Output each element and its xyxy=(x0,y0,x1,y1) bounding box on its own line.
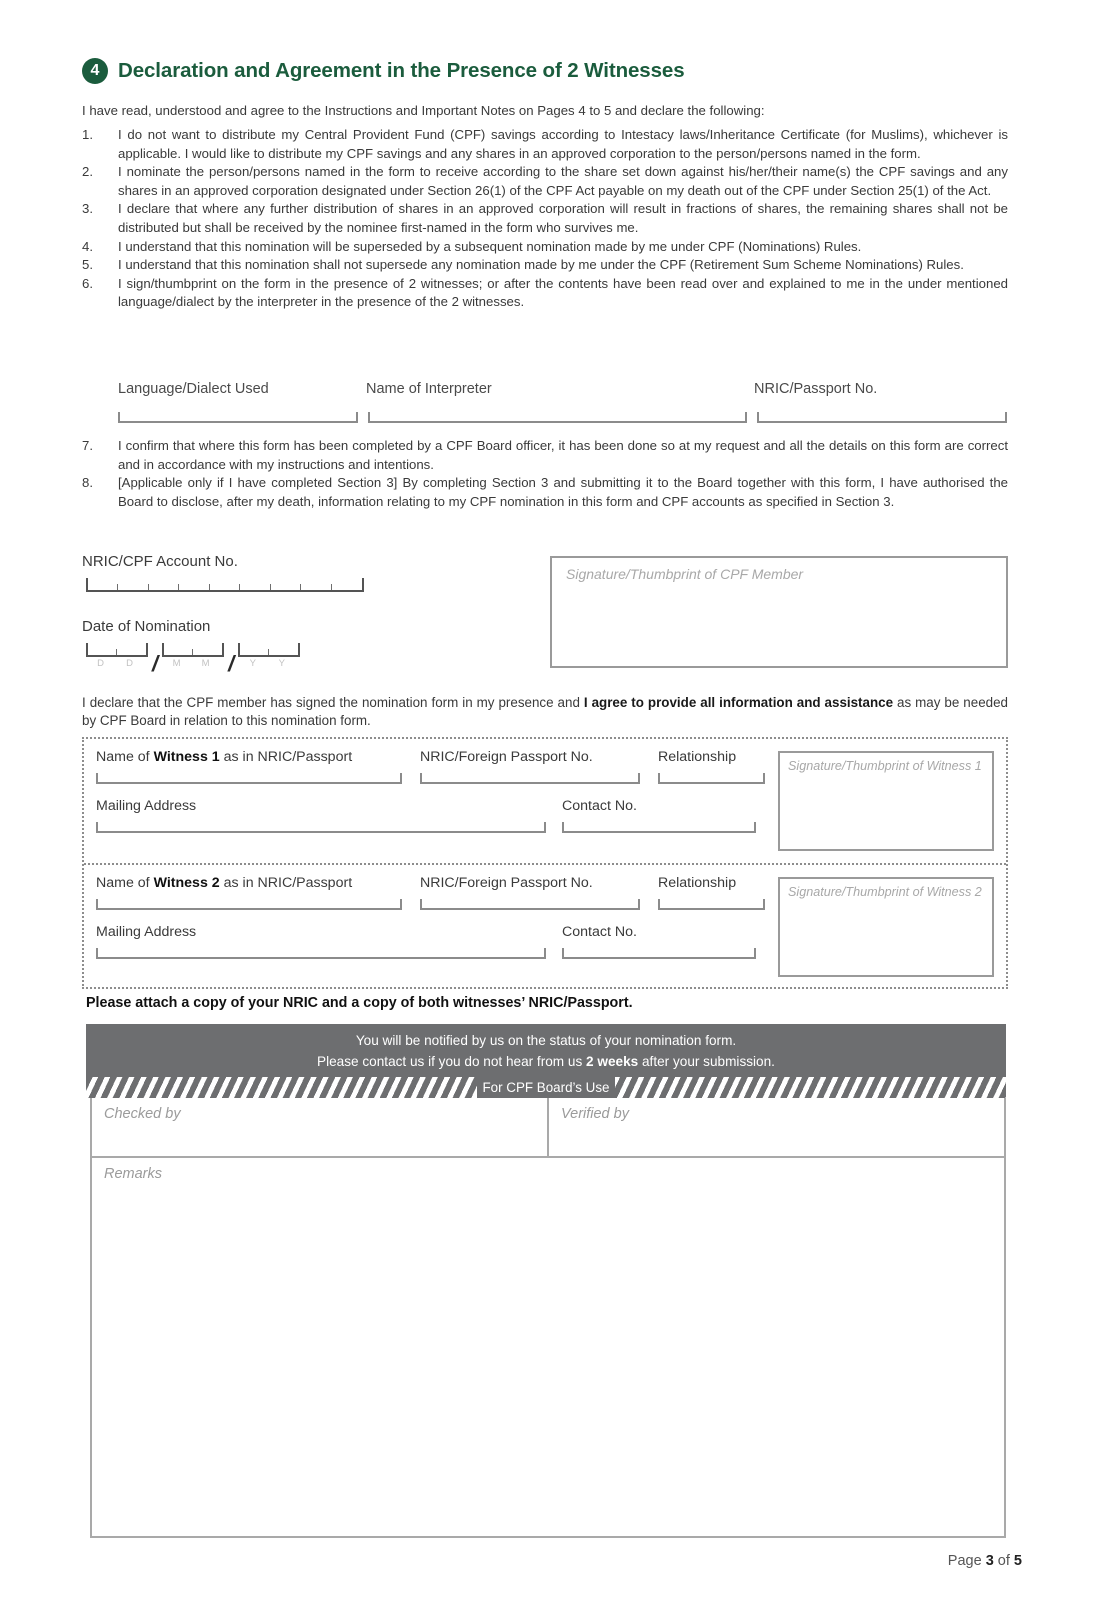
witness-2-name-field[interactable] xyxy=(96,875,410,910)
list-item-number: 7. xyxy=(82,438,93,453)
witness-1-name-label xyxy=(96,749,410,766)
witness-1-nric-label: NRIC/Foreign Passport No. xyxy=(420,749,593,765)
member-signature-placeholder: Signature/Thumbprint of CPF Member xyxy=(566,566,804,582)
date-separator-1: / xyxy=(152,651,159,676)
list-item xyxy=(82,200,1008,237)
comb-cell xyxy=(117,649,146,655)
witness-2-address-field[interactable] xyxy=(96,924,552,959)
comb-cell xyxy=(301,584,331,590)
witness-1-address-label: Mailing Address xyxy=(96,798,197,814)
list-item xyxy=(82,437,1008,474)
date-of-nomination-label: Date of Nomination xyxy=(82,618,211,635)
list-item-text: [Applicable only if I have completed Section 3] By completing Section 3 and submitting it to the Board together with this form, I have authorised the Board to disclose, after my death, information relating to my CPF nomination in this form and CPF accounts as specified in Section 3. xyxy=(118,475,1008,509)
verified-by-cell[interactable] xyxy=(547,1098,1004,1156)
list-item-number: 5. xyxy=(82,257,93,273)
witness-2-address-input[interactable] xyxy=(96,948,546,959)
remarks-label: Remarks xyxy=(104,1166,163,1182)
witness-2-contact-input[interactable] xyxy=(562,948,756,959)
comb-cell xyxy=(149,584,179,590)
witness-section xyxy=(82,737,1008,989)
witness-1-name-input[interactable] xyxy=(96,773,402,784)
witness-2-signature-placeholder: Signature/Thumbprint of Witness 2 xyxy=(788,885,982,899)
witness-2-nric-field[interactable] xyxy=(420,875,648,910)
witness-declaration-text xyxy=(82,694,1008,730)
list-item xyxy=(82,275,1008,312)
comb-cell xyxy=(179,584,209,590)
interpreter-nric-input[interactable] xyxy=(757,412,1007,423)
comb-cell xyxy=(332,584,362,590)
list-item-text: I nominate the person/persons named in the form to receive according to the share set down against his/her/their name(s) the CPF savings and any shares in an approved corporation designated under Section 26(1) of the CPF Act payable on my death out of the CPF under Section 25(1) of the Act. xyxy=(118,164,1008,198)
witness-declaration-part1: I declare that the CPF member has signed the nomination form in my presence and xyxy=(82,695,584,710)
nric-account-input[interactable] xyxy=(86,578,364,592)
comb-cell xyxy=(210,584,240,590)
comb-cell xyxy=(193,649,222,655)
date-hint: M xyxy=(201,658,210,669)
intro-text: I have read, understood and agree to the Instructions and Important Notes on Pages 4 to 5 and declare the following: xyxy=(82,103,765,118)
comb-cell xyxy=(88,584,118,590)
interpreter-name-label: Name of Interpreter xyxy=(366,381,492,397)
comb-cell xyxy=(164,649,193,655)
label-pre: Name of xyxy=(96,749,154,765)
attach-documents-note: Please attach a copy of your NRIC and a copy of both witnesses’ NRIC/Passport. xyxy=(86,995,633,1011)
list-item xyxy=(82,126,1008,163)
interpreter-nric-label: NRIC/Passport No. xyxy=(754,381,878,397)
witness-2-relationship-field[interactable] xyxy=(658,875,766,910)
member-signature-box[interactable] xyxy=(550,556,1008,668)
footer-middle: of xyxy=(993,1553,1014,1569)
verified-by-label: Verified by xyxy=(561,1106,629,1122)
label-post: as in NRIC/Passport xyxy=(219,749,353,765)
list-item-number: 4. xyxy=(82,238,93,254)
witness-1-nric-field[interactable] xyxy=(420,749,648,784)
comb-cell xyxy=(88,649,117,655)
comb-cell xyxy=(118,584,148,590)
date-hint: M xyxy=(172,658,181,669)
witness-2-relationship-input[interactable] xyxy=(658,899,765,910)
checked-by-cell[interactable] xyxy=(92,1098,547,1156)
date-day-hints xyxy=(86,658,148,669)
witness-1-signature-box[interactable] xyxy=(778,751,994,851)
language-dialect-label: Language/Dialect Used xyxy=(118,381,269,397)
official-use-banner-label: For CPF Board’s Use xyxy=(477,1077,614,1098)
notification-line-2-pre: Please contact us if you do not hear from us xyxy=(317,1054,587,1069)
footer-prefix: Page xyxy=(947,1553,986,1569)
list-item-number: 3. xyxy=(82,201,93,217)
footer-current-page: 3 xyxy=(985,1553,994,1569)
date-of-nomination-input[interactable] xyxy=(86,643,300,676)
witness-1-name-field[interactable] xyxy=(96,749,410,784)
list-item-text: I do not want to distribute my Central Provident Fund (CPF) savings according to Intestacy laws/Inheritance Certificate (for Muslims), whichever is applicable. I would like to distribute my CPF savings and any shares in an approved corporation to the person/persons named in the form. xyxy=(118,127,1008,161)
date-month-hints xyxy=(162,658,224,669)
list-item-text: I sign/thumbprint on the form in the presence of 2 witnesses; or after the contents have been read over and explained to me in the under mentioned language/dialect by the interpreter in the presence of the 2 witnesses. xyxy=(118,275,1008,310)
list-item-number: 6. xyxy=(82,275,93,291)
notification-line-2-post: after your submission. xyxy=(638,1054,775,1069)
witness-2-name-input[interactable] xyxy=(96,899,402,910)
witness-1-signature-placeholder: Signature/Thumbprint of Witness 1 xyxy=(788,759,982,773)
label-post: as in NRIC/Passport xyxy=(219,875,353,891)
list-item-text: I declare that where any further distribution of shares in an approved corporation will result in fractions of shares, the remaining shares shall not be distributed but shall be received by the nominee first-named in the form who survives me. xyxy=(118,201,1008,235)
section-number-badge: 4 xyxy=(82,58,108,84)
witness-1-block xyxy=(84,739,1006,863)
list-item-number: 8. xyxy=(82,475,93,491)
date-separator-2: / xyxy=(228,651,235,676)
date-hint: D xyxy=(97,658,104,669)
notification-line-2 xyxy=(86,1051,1006,1072)
witness-1-relationship-field[interactable] xyxy=(658,749,766,784)
language-dialect-input[interactable] xyxy=(118,412,358,423)
page-title: Declaration and Agreement in the Presence of 2 Witnesses xyxy=(118,59,685,82)
section-header xyxy=(82,58,685,84)
comb-cell xyxy=(240,649,269,655)
witness-2-nric-input[interactable] xyxy=(420,899,640,910)
list-item-number: 2. xyxy=(82,164,93,180)
list-item-text: I understand that this nomination shall not supersede any nomination made by me under the CPF (Retirement Sum Scheme Nominations) Rules. xyxy=(118,257,964,273)
witness-1-contact-field[interactable] xyxy=(562,798,760,833)
witness-1-relationship-label: Relationship xyxy=(658,749,737,765)
notification-line-2-bold: 2 weeks xyxy=(586,1054,639,1069)
witness-1-nric-input[interactable] xyxy=(420,773,640,784)
comb-cell xyxy=(240,584,270,590)
date-day-group[interactable] xyxy=(86,643,148,669)
list-item-number: 1. xyxy=(82,127,93,142)
interpreter-name-input[interactable] xyxy=(368,412,747,423)
witness-declaration-part2: as may be needed by CPF Board in relation to this nomination form. xyxy=(82,695,1008,728)
witness-2-contact-field[interactable] xyxy=(562,924,760,959)
witness-1-address-field[interactable] xyxy=(96,798,552,833)
witness-2-address-label: Mailing Address xyxy=(96,924,197,940)
date-hint: D xyxy=(126,658,133,669)
witness-1-relationship-input[interactable] xyxy=(658,773,765,784)
declaration-list xyxy=(82,126,1008,312)
witness-2-contact-label: Contact No. xyxy=(562,924,637,940)
witness-1-contact-input[interactable] xyxy=(562,822,756,833)
label-bold: Witness 2 xyxy=(153,875,220,891)
list-item-text: I understand that this nomination will be superseded by a subsequent nomination made by me under CPF (Nominations) Rules. xyxy=(118,238,862,254)
list-item xyxy=(82,163,1008,200)
nric-account-label: NRIC/CPF Account No. xyxy=(82,553,238,570)
checked-by-label: Checked by xyxy=(104,1106,181,1122)
list-item xyxy=(82,238,1008,257)
witness-declaration-bold: I agree to provide all information and assistance xyxy=(583,695,894,710)
comb-cell xyxy=(271,584,301,590)
witness-2-nric-label: NRIC/Foreign Passport No. xyxy=(420,875,593,891)
witness-2-signature-box[interactable] xyxy=(778,877,994,977)
declaration-list-continued xyxy=(82,437,1008,511)
witness-2-block xyxy=(84,863,1006,987)
date-month-group[interactable] xyxy=(162,643,224,669)
official-use-banner xyxy=(86,1077,1006,1098)
interpreter-field-labels xyxy=(118,381,1008,397)
date-hint: Y xyxy=(278,658,285,669)
comb-cell xyxy=(269,649,298,655)
notification-banner xyxy=(86,1024,1006,1079)
remarks-cell[interactable] xyxy=(92,1158,1004,1536)
witness-2-relationship-label: Relationship xyxy=(658,875,737,891)
interpreter-field-inputs xyxy=(118,412,1007,423)
list-item xyxy=(82,474,1008,511)
page-footer xyxy=(948,1553,1022,1569)
date-hint: Y xyxy=(249,658,256,669)
notification-line-1: You will be notified by us on the status of your nomination form. xyxy=(355,1033,737,1048)
witness-2-name-label xyxy=(96,875,410,892)
label-bold: Witness 1 xyxy=(153,749,220,765)
official-use-top-row xyxy=(92,1098,1004,1158)
list-item-text: I confirm that where this form has been completed by a CPF Board officer, it has been done so at my request and all the details on this form are correct and in accordance with my instructions and intentions. xyxy=(118,438,1008,472)
date-year-group[interactable] xyxy=(238,643,300,669)
witness-1-contact-label: Contact No. xyxy=(562,798,637,814)
date-year-hints xyxy=(238,658,300,669)
label-pre: Name of xyxy=(96,875,154,891)
footer-total-pages: 5 xyxy=(1013,1553,1022,1569)
witness-1-address-input[interactable] xyxy=(96,822,546,833)
list-item xyxy=(82,256,1008,275)
official-use-table xyxy=(90,1098,1006,1538)
